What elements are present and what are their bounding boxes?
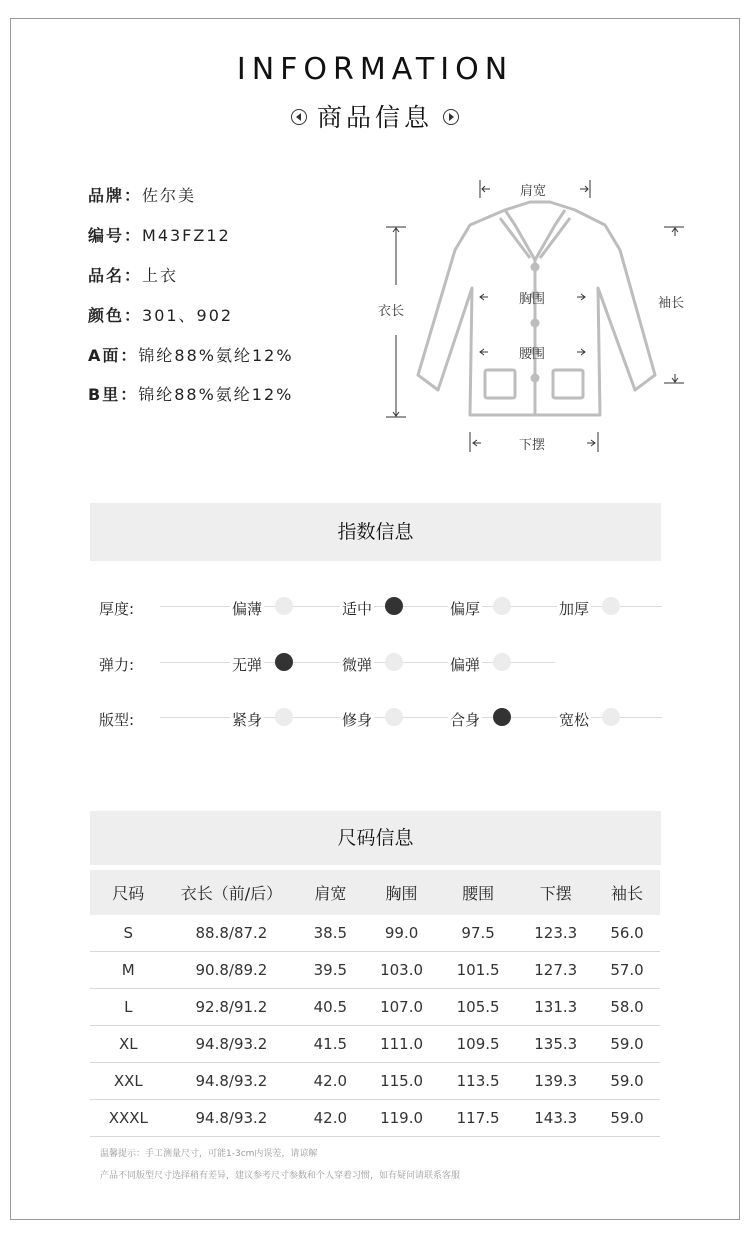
table-cell: 94.8/93.2 <box>167 1100 297 1137</box>
table-cell: 41.5 <box>296 1026 364 1063</box>
title-english: INFORMATION <box>236 52 514 87</box>
label-length: 衣长 <box>378 304 405 319</box>
option-loose: 宽松 <box>559 711 590 729</box>
table-cell: 94.8/93.2 <box>167 1026 297 1063</box>
option-dot <box>493 653 511 671</box>
option-dot <box>602 708 620 726</box>
table-cell: 92.8/91.2 <box>167 989 297 1026</box>
table-cell: 57.0 <box>594 952 660 989</box>
option-slim: 修身 <box>342 711 373 729</box>
col-header: 袖长 <box>594 870 660 915</box>
table-cell: 139.3 <box>517 1063 594 1100</box>
col-header: 下摆 <box>517 870 594 915</box>
info-row-code: 编号：M43FZ12 <box>88 226 231 245</box>
option-dot-selected <box>385 597 403 615</box>
size-table <box>90 870 660 1137</box>
table-row <box>90 915 660 952</box>
table-cell: S <box>90 915 167 952</box>
index-label-elasticity: 弹力: <box>99 656 135 674</box>
table-cell: 113.5 <box>439 1063 518 1100</box>
index-label-fit: 版型: <box>99 711 135 729</box>
table-cell: 103.0 <box>364 952 438 989</box>
col-header: 肩宽 <box>296 870 364 915</box>
table-cell: 39.5 <box>296 952 364 989</box>
index-section-title: 指数信息 <box>90 503 661 561</box>
table-cell: 59.0 <box>594 1026 660 1063</box>
option-dot <box>602 597 620 615</box>
table-cell: 42.0 <box>296 1063 364 1100</box>
table-cell: 117.5 <box>439 1100 518 1137</box>
info-row-outer: A面：锦纶88%氨纶12% <box>88 346 294 365</box>
label-sleeve: 袖长 <box>658 296 685 311</box>
title-chinese: 商品信息 <box>316 103 433 132</box>
table-cell: XL <box>90 1026 167 1063</box>
table-cell: 59.0 <box>594 1063 660 1100</box>
info-row-brand: 品牌：佐尔美 <box>88 186 197 205</box>
label-hem: 下摆 <box>519 438 546 453</box>
table-cell: 101.5 <box>439 952 518 989</box>
option-dot <box>275 597 293 615</box>
table-row <box>90 952 660 989</box>
table-cell: 127.3 <box>517 952 594 989</box>
option-stretch: 偏弹 <box>450 656 481 674</box>
size-table-header <box>90 870 660 915</box>
table-cell: 38.5 <box>296 915 364 952</box>
table-cell: 94.8/93.2 <box>167 1063 297 1100</box>
right-arrow-icon <box>443 109 459 125</box>
col-header: 胸围 <box>364 870 438 915</box>
table-cell: 123.3 <box>517 915 594 952</box>
option-regular: 合身 <box>450 711 481 729</box>
table-cell: 58.0 <box>594 989 660 1026</box>
label-shoulder: 肩宽 <box>520 184 547 199</box>
table-row <box>90 989 660 1026</box>
option-dot-selected <box>275 653 293 671</box>
col-header: 衣长（前/后） <box>167 870 297 915</box>
option-dot <box>385 708 403 726</box>
option-dot-selected <box>493 708 511 726</box>
table-cell: M <box>90 952 167 989</box>
left-arrow-icon <box>291 109 307 125</box>
size-section-title: 尺码信息 <box>90 811 661 865</box>
garment-diagram <box>370 170 700 470</box>
table-row <box>90 1026 660 1063</box>
table-cell: 135.3 <box>517 1026 594 1063</box>
table-cell: 143.3 <box>517 1100 594 1137</box>
option-thick: 偏厚 <box>450 600 481 618</box>
table-cell: 105.5 <box>439 989 518 1026</box>
option-dot <box>275 708 293 726</box>
option-no-stretch: 无弹 <box>232 656 263 674</box>
table-cell: 40.5 <box>296 989 364 1026</box>
table-cell: 42.0 <box>296 1100 364 1137</box>
col-header: 腰围 <box>439 870 518 915</box>
table-cell: 111.0 <box>364 1026 438 1063</box>
table-cell: 131.3 <box>517 989 594 1026</box>
option-medium: 适中 <box>342 600 373 618</box>
option-tight: 紧身 <box>232 711 263 729</box>
info-row-name: 品名：上衣 <box>88 266 179 285</box>
label-waist: 腰围 <box>519 347 546 362</box>
table-cell: XXXL <box>90 1100 167 1137</box>
option-thin: 偏薄 <box>232 600 263 618</box>
note-fit-advice: 产品不同版型尺寸选择稍有差异，建议参考尺寸参数和个人穿着习惯，如有疑问请联系客服 <box>100 1171 461 1181</box>
option-dot <box>385 653 403 671</box>
table-cell: 119.0 <box>364 1100 438 1137</box>
option-extra-thick: 加厚 <box>559 600 590 618</box>
table-cell: 109.5 <box>439 1026 518 1063</box>
table-cell: 99.0 <box>364 915 438 952</box>
table-cell: 97.5 <box>439 915 518 952</box>
jacket-icon <box>370 170 700 470</box>
table-cell: 115.0 <box>364 1063 438 1100</box>
info-row-color: 颜色：301、902 <box>88 306 234 325</box>
table-cell: XXL <box>90 1063 167 1100</box>
table-cell: 59.0 <box>594 1100 660 1137</box>
table-cell: 88.8/87.2 <box>167 915 297 952</box>
index-label-thickness: 厚度: <box>99 600 135 618</box>
table-cell: 56.0 <box>594 915 660 952</box>
title-chinese-row <box>0 98 750 134</box>
label-chest: 胸围 <box>519 292 546 307</box>
table-cell: L <box>90 989 167 1026</box>
table-row <box>90 1063 660 1100</box>
table-row <box>90 1100 660 1137</box>
option-dot <box>493 597 511 615</box>
table-cell: 107.0 <box>364 989 438 1026</box>
option-slight-stretch: 微弹 <box>342 656 373 674</box>
col-header: 尺码 <box>90 870 167 915</box>
note-measurement: 温馨提示：手工测量尺寸，可能1-3cm内误差，请谅解 <box>100 1149 318 1159</box>
table-cell: 90.8/89.2 <box>167 952 297 989</box>
info-row-inner: B里：锦纶88%氨纶12% <box>88 385 294 404</box>
